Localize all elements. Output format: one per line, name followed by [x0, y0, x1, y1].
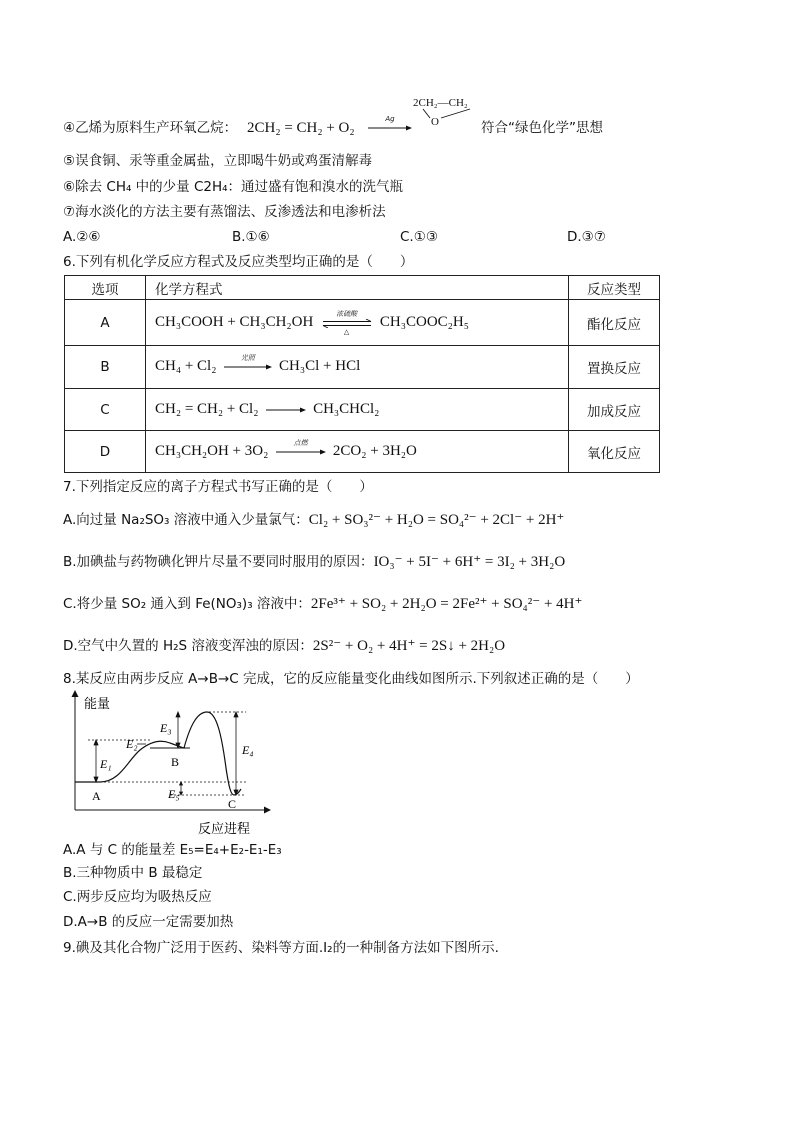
q7-option-a: [63, 511, 564, 529]
row-option: B: [65, 346, 146, 389]
header-option: 选项: [65, 276, 146, 300]
item4-arrow: [367, 115, 413, 137]
row-type: 氧化反应: [569, 431, 660, 473]
right-arrow-icon: [223, 363, 273, 371]
option-equation: 2S²⁻ + O₂ + 4H⁺ = 2S↓ + 2H₂O: [312, 638, 506, 654]
e1-label: E₁: [100, 757, 112, 771]
state-b-label: B: [171, 755, 180, 769]
epoxide-ring-bonds: [413, 106, 483, 126]
header-type: 反应类型: [569, 276, 660, 300]
option-text: A.向过量 Na₂SO₃ 溶液中通入少量氯气：: [63, 512, 309, 528]
row-equation: [146, 431, 569, 473]
row-equation: [146, 389, 569, 431]
q7-option-c: [63, 595, 582, 613]
row-option: D: [65, 431, 146, 473]
item6: ⑥除去 CH₄ 中的少量 C2H₄：通过盛有饱和溴水的洗气瓶: [63, 179, 404, 195]
condition-top: 浓硫酸: [336, 309, 358, 318]
reversible-arrow-icon: [320, 319, 374, 328]
row-type: 加成反应: [569, 389, 660, 431]
products: CH₃CHCl₂: [313, 400, 380, 417]
plain-arrow: [265, 401, 307, 419]
q7-stem: 7.下列指定反应的离子方程式书写正确的是（ ）: [63, 479, 373, 495]
reactants: CH₄ + Cl₂: [155, 358, 217, 374]
row-option: A: [65, 300, 146, 346]
q8-stem: 8.某反应由两步反应 A→B→C 完成，它的反应能量变化曲线如图所示.下列叙述正确的是（ ）: [63, 671, 639, 687]
row-type: 酯化反应: [569, 300, 660, 346]
option-equation: Cl₂ + SO₃²⁻ + H₂O = SO₄²⁻ + 2Cl⁻ + 2H⁺: [308, 512, 565, 528]
item4-text: ④乙烯为原料生产环氧乙烷：: [63, 120, 238, 136]
q7-option-b: [63, 553, 565, 571]
y-axis-label: 能量: [84, 697, 111, 712]
epoxide-chain: 2CH₂—CH₂: [413, 97, 468, 109]
right-arrow-icon: [265, 406, 307, 414]
option-text: D.空气中久置的 H₂S 溶液变浑浊的原因：: [63, 638, 313, 654]
e3-label: E₃: [160, 721, 172, 735]
row-type: 置换反应: [569, 346, 660, 389]
products: 2CO₂ + 3H₂O: [332, 442, 417, 459]
condition-bottom: △: [343, 327, 350, 336]
condition-top: 点燃: [293, 438, 308, 447]
row-equation: [146, 346, 569, 389]
q5-option-b: B.①⑥: [232, 229, 270, 245]
reactants: CH₃CH₂OH + 3O₂: [155, 442, 269, 459]
table-row: [65, 300, 660, 346]
row-equation: [146, 300, 569, 346]
state-a-label: A: [92, 789, 101, 803]
q5-option-c: C.①③: [400, 229, 438, 245]
labeled-arrow: [223, 354, 273, 376]
option-text: C.将少量 SO₂ 通入到 Fe(NO₃)₃ 溶液中：: [63, 596, 311, 612]
right-arrow-icon: [275, 448, 327, 456]
option-text: B.加碘盐与药物碘化钾片尽量不要同时服用的原因：: [63, 554, 374, 570]
energy-diagram: [60, 688, 275, 838]
reactants: CH₃COOH + CH₃CH₂OH: [155, 313, 314, 330]
energy-curve: [75, 712, 241, 795]
table-row: [65, 389, 660, 431]
table-header-row: [65, 276, 660, 300]
q7-option-d: [63, 637, 505, 655]
reversible-arrow: [320, 309, 374, 336]
e2-label: E₂: [126, 737, 138, 751]
products: CH₃COOC₂H₅: [379, 313, 469, 330]
products: CH₃Cl + HCl: [279, 358, 361, 374]
q8-option-c: C.两步反应均为吸热反应: [63, 889, 212, 905]
q5-option-d: D.③⑦: [567, 229, 606, 245]
labeled-arrow: [275, 438, 327, 461]
y-axis-arrow-icon: [72, 690, 79, 697]
option-equation: 2Fe³⁺ + SO₂ + 2H₂O = 2Fe²⁺ + SO₄²⁻ + 4H⁺: [310, 596, 583, 612]
right-arrow-icon: [367, 124, 413, 132]
item7: ⑦海水淡化的方法主要有蒸馏法、反渗透法和电渗析法: [63, 204, 386, 220]
condition-top: 光照: [240, 354, 255, 362]
item5: ⑤误食铜、汞等重金属盐，立即喝牛奶或鸡蛋清解毒: [63, 153, 373, 169]
q8-option-d: D.A→B 的反应一定需要加热: [63, 914, 234, 930]
e5-label: E₅: [168, 787, 180, 801]
table-row: [65, 431, 660, 473]
epoxide-oxygen: O: [431, 116, 439, 128]
item4-reactants: 2CH₂ = CH₂ + O₂: [247, 120, 355, 136]
header-equation: 化学方程式: [146, 276, 569, 300]
x-axis-label: 反应进程: [198, 822, 251, 837]
e4-label: E₄: [242, 743, 254, 757]
reactants: CH₂ = CH₂ + Cl₂: [155, 400, 259, 417]
table-row: [65, 346, 660, 389]
x-axis-arrow-icon: [264, 807, 271, 814]
q9-stem: 9.碘及其化合物广泛用于医药、染料等方面.I₂的一种制备方法如下图所示.: [63, 940, 499, 956]
row-option: C: [65, 389, 146, 431]
q8-option-b: B.三种物质中 B 最稳定: [63, 865, 203, 881]
q5-option-a: A.②⑥: [63, 229, 101, 245]
option-equation: IO₃⁻ + 5I⁻ + 6H⁺ = 3I₂ + 3H₂O: [373, 554, 566, 570]
reaction-table: [64, 275, 660, 473]
q6-stem: 6.下列有机化学反应方程式及反应类型均正确的是（ ）: [63, 254, 414, 270]
q8-option-a: A.A 与 C 的能量差 E₅=E₄+E₂-E₁-E₃: [63, 842, 282, 858]
item4-comment: 符合“绿色化学”思想: [481, 120, 603, 136]
state-c-label: C: [228, 797, 237, 811]
item4-catalyst: Ag: [385, 115, 395, 123]
